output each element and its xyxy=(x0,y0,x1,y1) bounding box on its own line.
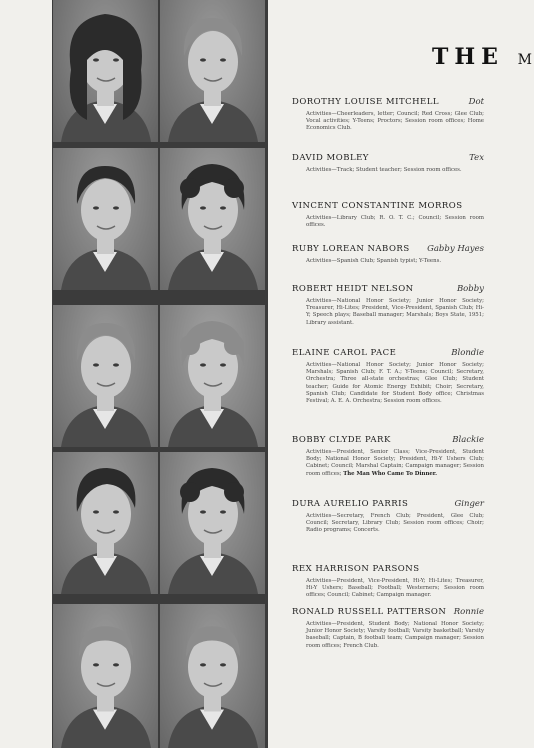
student-name: DOROTHY LOUISE MITCHELL xyxy=(292,97,440,107)
student-name: DAVID MOBLEY xyxy=(292,153,369,163)
student-entry xyxy=(292,97,484,133)
activities-text xyxy=(292,449,484,478)
student-entry xyxy=(292,201,484,229)
student-name: ROBERT HEIDT NELSON xyxy=(292,284,414,294)
portrait-3 xyxy=(53,148,158,290)
activities-text xyxy=(292,513,484,535)
title-tail: M xyxy=(517,52,534,68)
student-nickname: Blondie xyxy=(451,348,484,358)
activities-text xyxy=(292,578,484,600)
student-nickname: Dot xyxy=(468,97,484,107)
activities-list: Activities—President, Senior Class; Vice-President, Student Body; National Honor Society; President, Hi-Y Ushers Club; Cabinet; Council; Marshal Captain; Campaign manager; Session room offices; xyxy=(306,449,484,477)
portrait-8 xyxy=(160,452,265,594)
page-title xyxy=(432,44,534,70)
student-entry xyxy=(292,499,484,535)
student-name: DURA AURELIO PARRIS xyxy=(292,499,409,509)
student-name: BOBBY CLYDE PARK xyxy=(292,435,391,445)
activities-text xyxy=(292,362,484,405)
portrait-10 xyxy=(160,604,265,748)
activities-list: Activities—President, Vice-President, Hi-Y; Hi-Lites; Treasurer, Hi-Y Ushers; Baseball; Football; Westerners; Session room offices; Council; Cabinet; Campaign manager. xyxy=(306,578,484,599)
activities-list: Activities—Cheerleaders, letter; Council; Red Cross; Glee Club; Vocal activities; Y-Teens; Proctors; Session room offices; Home Economics Club. xyxy=(306,111,484,132)
portrait-9 xyxy=(53,604,158,748)
student-nickname: Bobby xyxy=(456,284,484,294)
activities-text xyxy=(292,111,484,133)
student-nickname: Tex xyxy=(469,153,484,163)
activities-text xyxy=(292,167,484,174)
activities-text xyxy=(292,258,484,265)
entry-header xyxy=(292,607,484,617)
student-entry xyxy=(292,284,484,327)
entry-header xyxy=(292,348,484,358)
student-nickname: Blackie xyxy=(452,435,484,445)
activities-list: Activities—Track; Student teacher; Session room offices. xyxy=(306,167,462,173)
entry-header xyxy=(292,564,484,574)
activities-text xyxy=(292,298,484,327)
portrait-1 xyxy=(53,0,158,142)
activities-list: Activities—National Honor Society; Junior Honor Society; Treasurer, Hi-Lites; President, Vice-President, Spanish Club; Hi-Y; Speech plays; Baseball manager; Marshals; Boys State, 1951; Library assistant. xyxy=(306,298,484,326)
portrait-5 xyxy=(53,305,158,447)
activities-list: Activities—Spanish Club; Spanish typist; Y-Teens. xyxy=(306,258,442,264)
student-name: REX HARRISON PARSONS xyxy=(292,564,420,574)
entry-header xyxy=(292,97,484,107)
entry-header xyxy=(292,153,484,163)
entry-header xyxy=(292,244,484,254)
student-name: RUBY LOREAN NABORS xyxy=(292,244,410,254)
student-name: VINCENT CONSTANTINE MORROS xyxy=(292,201,463,211)
title-main: THE xyxy=(432,44,504,70)
portrait-2 xyxy=(160,0,265,142)
student-name: ELAINE CAROL PACE xyxy=(292,348,397,358)
activities-text xyxy=(292,215,484,229)
photo-grid xyxy=(52,0,268,748)
student-entry xyxy=(292,153,484,174)
portrait-6 xyxy=(160,305,265,447)
portrait-4 xyxy=(160,148,265,290)
student-entry xyxy=(292,607,484,650)
student-name: RONALD RUSSELL PATTERSON xyxy=(292,607,447,617)
entry-header xyxy=(292,201,484,211)
student-nickname: Gabby Hayes xyxy=(427,244,484,254)
student-entry xyxy=(292,348,484,405)
activities-list: Activities—Secretary, French Club; President, Glee Club; Council; Secretary, Library Club; Session room offices; Choir; Radio programs; Concerts. xyxy=(306,513,484,534)
entry-header xyxy=(292,284,484,294)
activities-list: Activities—National Honor Society; Junior Honor Society; Marshals; Spanish Club; F. T. A.; Y-Teens; Council; Secretary, Orchestra; Three all-state orchestras; Glee Club; Student teacher; Guide for Atomic Energy Exhibit; Choir; Secretary, Spanish Club; Candidate for Student Body office; Christmas Festival; A. E. A. Orchestra; Session room offices. xyxy=(306,362,484,405)
student-entry xyxy=(292,435,484,478)
student-entry xyxy=(292,244,484,265)
student-nickname: Ginger xyxy=(454,499,484,509)
student-entry xyxy=(292,564,484,600)
activities-highlight: The Man Who Came To Dinner. xyxy=(343,470,438,477)
entry-header xyxy=(292,499,484,509)
student-nickname: Ronnie xyxy=(453,607,484,617)
portrait-7 xyxy=(53,452,158,594)
activities-list: Activities—Library Club; R. O. T. C.; Council; Session room offices. xyxy=(306,215,484,229)
activities-list: Activities—President, Student Body; National Honor Society; Junior Honor Society; Varsity football; Varsity basketball; Varsity baseball; Captain, B football team; Campaign manager; Session room offices; French Club. xyxy=(306,621,484,649)
activities-text xyxy=(292,621,484,650)
entry-header xyxy=(292,435,484,445)
